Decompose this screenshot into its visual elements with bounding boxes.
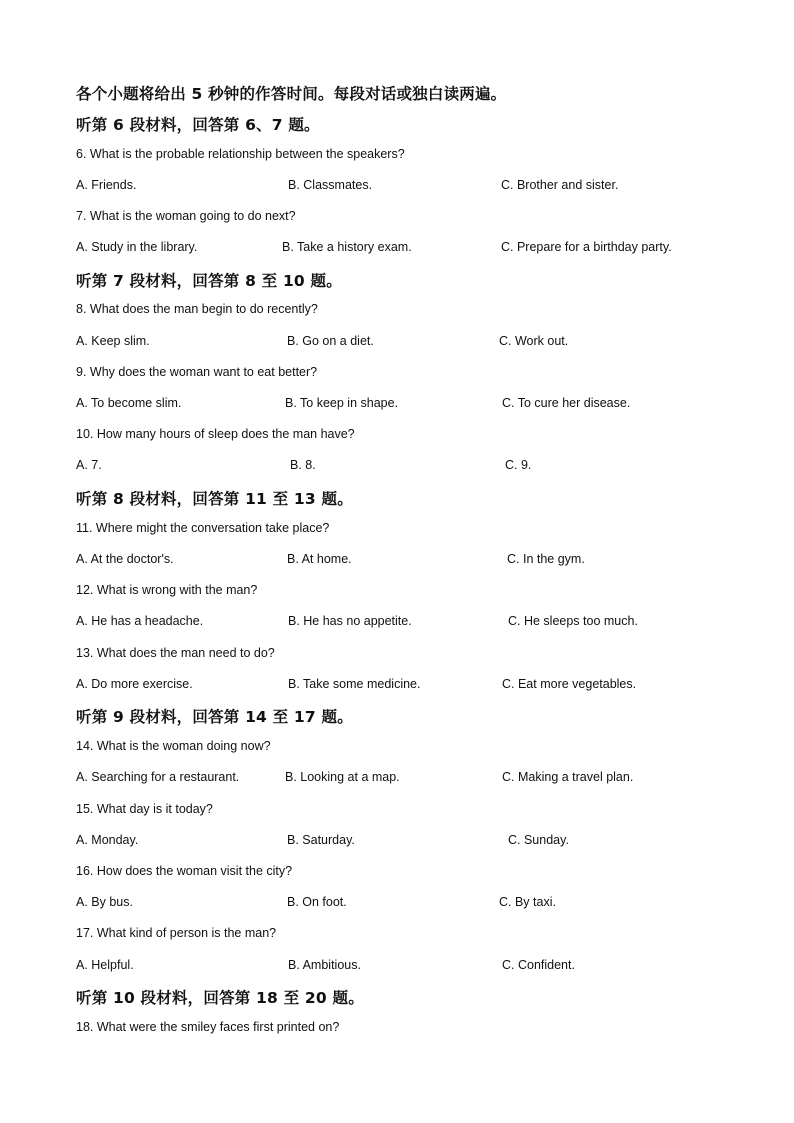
option-a: A. Searching for a restaurant. bbox=[76, 770, 240, 784]
option-a: A. To become slim. bbox=[76, 396, 182, 410]
option-c: C. Confident. bbox=[502, 958, 575, 972]
option-b: B. Saturday. bbox=[287, 833, 355, 847]
question-text: 17. What kind of person is the man? bbox=[76, 926, 277, 940]
option-c: C. Work out. bbox=[499, 334, 569, 348]
option-c: C. Brother and sister. bbox=[501, 178, 619, 192]
option-b: B. On foot. bbox=[287, 895, 347, 909]
option-a: A. Keep slim. bbox=[76, 334, 150, 348]
option-b: B. Take a history exam. bbox=[282, 240, 412, 254]
question-text: 11. Where might the conversation take place? bbox=[76, 521, 330, 535]
question-text: 8. What does the man begin to do recently? bbox=[76, 302, 318, 316]
option-c: C. Eat more vegetables. bbox=[502, 677, 637, 691]
option-b: B. 8. bbox=[290, 458, 316, 472]
question-text: 14. What is the woman doing now? bbox=[76, 739, 271, 753]
option-c: C. By taxi. bbox=[499, 895, 556, 909]
option-a: A. 7. bbox=[76, 458, 102, 472]
option-b: B. Ambitious. bbox=[288, 958, 361, 972]
question-text: 6. What is the probable relationship between the speakers? bbox=[76, 147, 405, 161]
question-text: 15. What day is it today? bbox=[76, 802, 213, 816]
option-c: C. He sleeps too much. bbox=[508, 614, 638, 628]
section-heading: 听第 8 段材料，回答第 11 至 13 题。 bbox=[76, 490, 353, 508]
question-text: 13. What does the man need to do? bbox=[76, 646, 275, 660]
option-a: A. At the doctor's. bbox=[76, 552, 174, 566]
question-text: 12. What is wrong with the man? bbox=[76, 583, 258, 597]
option-a: A. Study in the library. bbox=[76, 240, 198, 254]
option-b: B. Looking at a map. bbox=[285, 770, 400, 784]
section-heading: 听第 10 段材料，回答第 18 至 20 题。 bbox=[76, 989, 364, 1007]
question-text: 7. What is the woman going to do next? bbox=[76, 209, 296, 223]
intro-instruction: 各个小题将给出 5 秒钟的作答时间。每段对话或独白读两遍。 bbox=[76, 85, 507, 103]
option-b: B. Classmates. bbox=[288, 178, 373, 192]
option-c: C. Making a travel plan. bbox=[502, 770, 634, 784]
question-text: 16. How does the woman visit the city? bbox=[76, 864, 293, 878]
section-heading: 听第 9 段材料，回答第 14 至 17 题。 bbox=[76, 708, 353, 726]
option-a: A. Friends. bbox=[76, 178, 137, 192]
option-a: A. By bus. bbox=[76, 895, 133, 909]
option-c: C. To cure her disease. bbox=[502, 396, 631, 410]
section-heading: 听第 7 段材料，回答第 8 至 10 题。 bbox=[76, 272, 342, 290]
option-c: C. Prepare for a birthday party. bbox=[501, 240, 672, 254]
option-c: C. Sunday. bbox=[508, 833, 569, 847]
option-b: B. Take some medicine. bbox=[288, 677, 421, 691]
option-a: A. He has a headache. bbox=[76, 614, 204, 628]
option-a: A. Monday. bbox=[76, 833, 139, 847]
option-c: C. 9. bbox=[505, 458, 532, 472]
question-text: 18. What were the smiley faces first printed on? bbox=[76, 1020, 340, 1034]
section-heading: 听第 6 段材料，回答第 6、7 题。 bbox=[76, 116, 320, 134]
option-b: B. To keep in shape. bbox=[285, 396, 399, 410]
option-b: B. He has no appetite. bbox=[288, 614, 412, 628]
option-a: A. Helpful. bbox=[76, 958, 134, 972]
question-text: 9. Why does the woman want to eat better? bbox=[76, 365, 318, 379]
question-text: 10. How many hours of sleep does the man have? bbox=[76, 427, 355, 441]
option-b: B. At home. bbox=[287, 552, 352, 566]
option-c: C. In the gym. bbox=[507, 552, 585, 566]
option-a: A. Do more exercise. bbox=[76, 677, 193, 691]
option-b: B. Go on a diet. bbox=[287, 334, 374, 348]
